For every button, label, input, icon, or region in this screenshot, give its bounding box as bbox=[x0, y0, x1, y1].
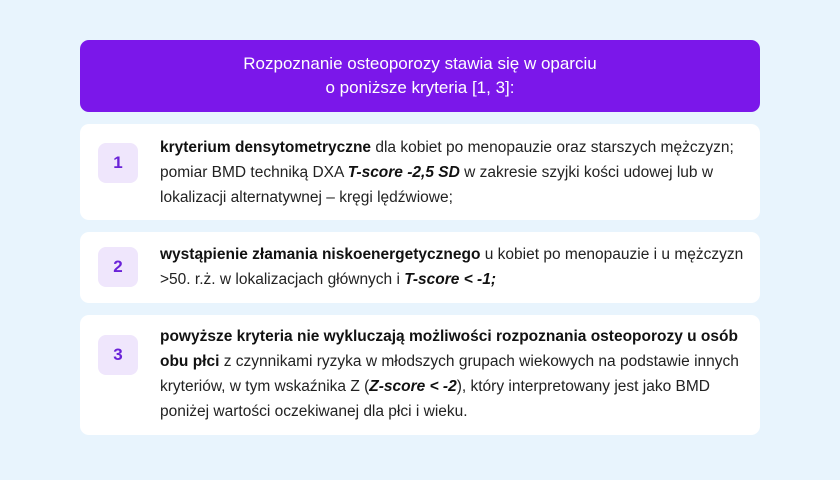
criterion-bold-lead: powyższe kryteria nie wykluczają możliwości rozpoznania osteoporozy u osób obu płci bbox=[160, 328, 738, 370]
criterion-text bbox=[160, 324, 744, 424]
criterion-card-3 bbox=[80, 315, 760, 435]
criterion-card-1 bbox=[80, 124, 760, 220]
criterion-bold-score: Z-score < -2 bbox=[369, 378, 457, 395]
criterion-bold-lead: wystąpienie złamania niskoenergetycznego bbox=[160, 246, 481, 263]
criterion-bold-lead: kryterium densytometryczne bbox=[160, 139, 372, 156]
header-line-2: o poniższe kryteria [1, 3]: bbox=[325, 78, 515, 97]
criterion-number-badge: 2 bbox=[98, 247, 138, 287]
criterion-number-badge: 1 bbox=[98, 143, 138, 183]
criterion-card-2 bbox=[80, 232, 760, 303]
criterion-body-end: w zakresie szyjki kości udowej lub w lokalizacji alternatywnej – kręgi lędźwiowe; bbox=[160, 164, 714, 206]
criterion-body-end: ), który interpretowany jest jako BMD poniżej wartości oczekiwanej dla płci i wieku. bbox=[160, 378, 710, 420]
header-line-1: Rozpoznanie osteoporozy stawia się w oparciu bbox=[243, 54, 597, 73]
criterion-text bbox=[160, 242, 744, 292]
criterion-bold-score: T-score < -1; bbox=[404, 271, 496, 288]
criterion-number-badge: 3 bbox=[98, 335, 138, 375]
criterion-body: z czynnikami ryzyka w młodszych grupach wiekowych na podstawie innych kryteriów, w tym wskaźnika Z ( bbox=[160, 353, 739, 395]
panel-header bbox=[80, 40, 760, 112]
criterion-body: dla kobiet po menopauzie oraz starszych mężczyzn; pomiar BMD techniką DXA bbox=[160, 139, 734, 181]
criterion-bold-score: T-score -2,5 SD bbox=[347, 164, 460, 181]
criteria-panel bbox=[80, 40, 760, 435]
criterion-text bbox=[160, 135, 744, 210]
criterion-body: u kobiet po menopauzie i u mężczyzn >50. r.ż. w lokalizacjach głównych i bbox=[160, 246, 744, 288]
